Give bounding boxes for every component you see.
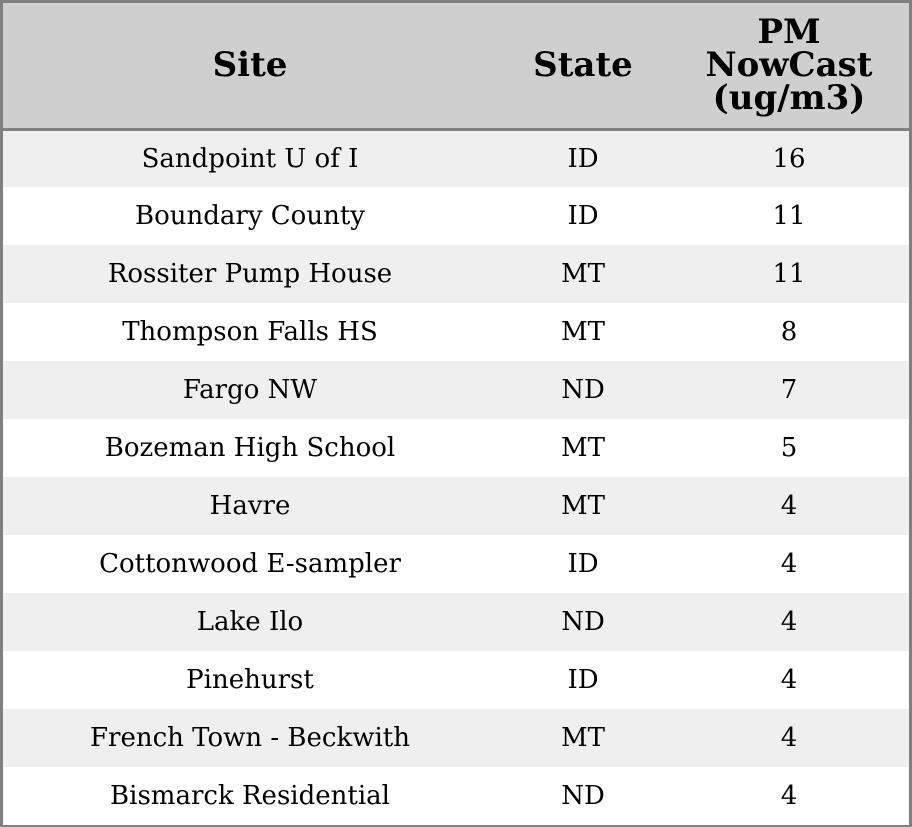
column-header-pm-line-3: (ug/m3) <box>712 77 866 118</box>
state-cell: MT <box>561 317 605 347</box>
pm-value-cell: 4 <box>780 665 798 695</box>
pm-value-cell: 11 <box>772 201 806 231</box>
pm-value-cell: 4 <box>780 723 798 753</box>
pm-value-cell: 5 <box>780 433 798 463</box>
table-row <box>3 709 909 767</box>
column-header-state-line: State <box>533 44 633 85</box>
table-row <box>3 303 909 361</box>
state-cell: MT <box>561 433 605 463</box>
pm-value-cell: 4 <box>780 491 798 521</box>
state-cell: ID <box>567 143 599 174</box>
table-row <box>3 361 909 419</box>
state-cell: ID <box>567 665 599 695</box>
pm-value-cell: 4 <box>780 549 798 579</box>
table-body <box>3 129 909 825</box>
column-header-pm-line-2: NowCast <box>705 44 873 85</box>
table-header <box>3 3 909 129</box>
state-cell: MT <box>561 723 605 753</box>
table-row <box>3 419 909 477</box>
site-cell: Boundary County <box>135 201 365 231</box>
column-header-site-line: Site <box>212 44 288 85</box>
state-cell: MT <box>561 259 605 289</box>
column-header-site <box>3 3 497 129</box>
table-row <box>3 245 909 303</box>
state-cell: MT <box>561 491 605 521</box>
site-cell: Bozeman High School <box>104 433 396 463</box>
state-cell: ND <box>561 607 605 637</box>
pm-value-cell: 16 <box>772 143 806 174</box>
site-cell: Thompson Falls HS <box>122 317 378 347</box>
table-row <box>3 129 909 187</box>
table-row <box>3 535 909 593</box>
table-row <box>3 593 909 651</box>
site-cell: Havre <box>209 491 291 521</box>
column-header-pm-nowcast <box>669 3 909 129</box>
table-row <box>3 477 909 535</box>
site-cell: Sandpoint U of I <box>141 143 359 174</box>
pm-nowcast-table <box>3 3 909 825</box>
table-row <box>3 187 909 245</box>
state-cell: ID <box>567 549 599 579</box>
header-row <box>3 3 909 129</box>
site-cell: Bismarck Residential <box>110 781 390 811</box>
site-cell: French Town - Beckwith <box>89 723 411 753</box>
site-cell: Rossiter Pump House <box>107 259 393 289</box>
column-header-pm-line-1: PM <box>757 11 821 52</box>
pm-value-cell: 7 <box>780 375 798 405</box>
pm-value-cell: 8 <box>780 317 798 347</box>
site-cell: Pinehurst <box>186 665 314 695</box>
pm-value-cell: 4 <box>780 781 798 811</box>
site-cell: Fargo NW <box>182 375 318 405</box>
table-row <box>3 651 909 709</box>
state-cell: ID <box>567 201 599 231</box>
site-cell: Cottonwood E-sampler <box>99 549 401 579</box>
state-cell: ND <box>561 375 605 405</box>
table-row <box>3 767 909 825</box>
column-header-state <box>497 3 669 129</box>
state-cell: ND <box>561 781 605 811</box>
site-cell: Lake Ilo <box>196 607 304 637</box>
pm-value-cell: 11 <box>772 259 806 289</box>
pm-value-cell: 4 <box>780 607 798 637</box>
